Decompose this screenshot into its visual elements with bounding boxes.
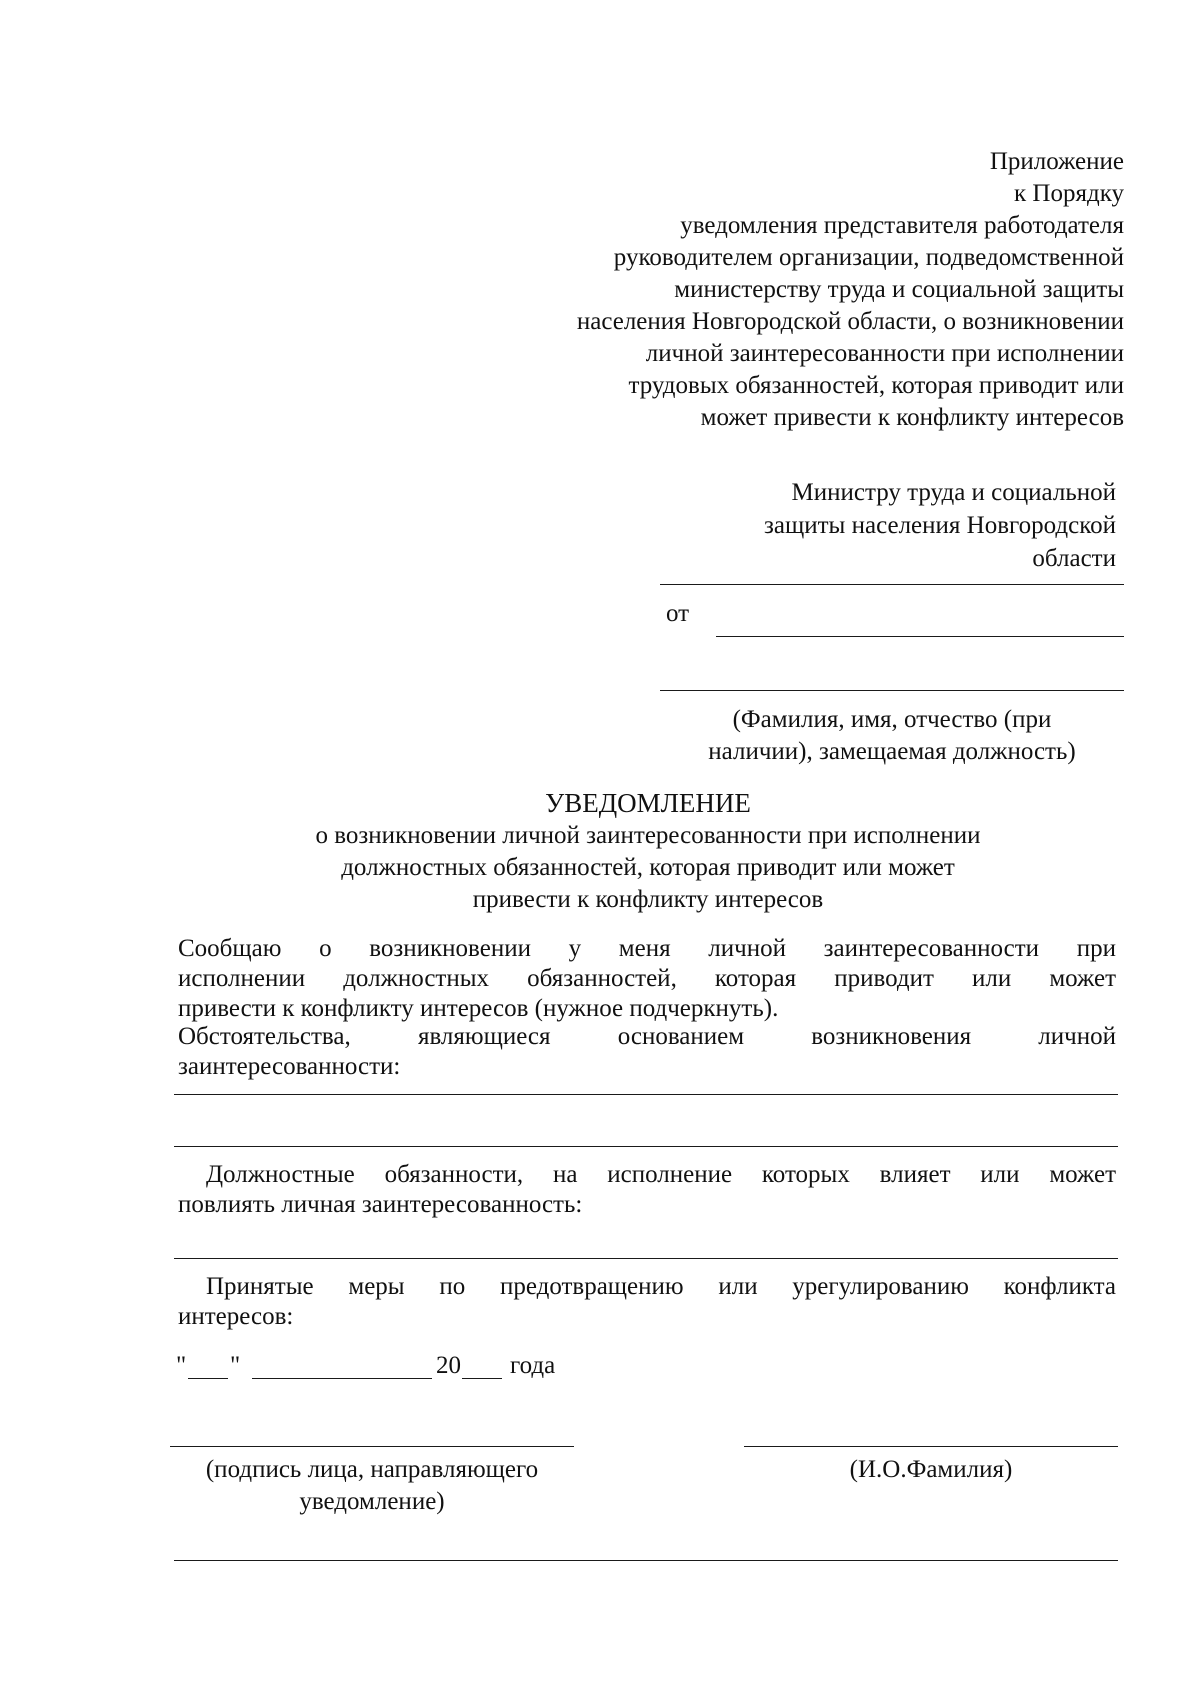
appendix-line: к Порядку: [1014, 180, 1124, 207]
circumstances-line-1: [174, 1094, 1118, 1095]
paragraph-report: [178, 934, 1116, 1024]
paragraph-line: повлиять личная заинтересованность:: [178, 1191, 583, 1218]
appendix-line: может привести к конфликту интересов: [700, 404, 1124, 431]
paragraph-line: исполнении должностных обязанностей, которая приводит или может: [178, 965, 1116, 992]
paragraph-line: Обстоятельства, являющиеся основанием возникновения личной: [178, 1023, 1116, 1050]
appendix-line: руководителем организации, подведомственной: [613, 244, 1124, 271]
bottom-line: [174, 1560, 1118, 1561]
subtitle-line: должностных обязанностей, которая приводит или может: [341, 854, 955, 881]
date-year-suffix: года: [510, 1352, 556, 1379]
paragraph-measures: [178, 1272, 1116, 1332]
signature-caption-line: (подпись лица, направляющего: [205, 1456, 539, 1483]
date-year-blank: [462, 1378, 502, 1379]
document-title: УВЕДОМЛЕНИЕ: [545, 788, 751, 818]
paragraph-circumstances: [178, 1022, 1116, 1082]
addressee-block: [640, 476, 1116, 575]
appendix-line: Приложение: [989, 148, 1124, 175]
paragraph-line: Принятые меры по предотвращению или урегулированию конфликта: [206, 1273, 1116, 1300]
date-line: [176, 1350, 596, 1390]
caption-line: наличии), замещаемая должность): [708, 738, 1076, 765]
caption-line: (Фамилия, имя, отчество (при: [732, 706, 1052, 733]
addressee-underline: [660, 584, 1124, 585]
date-month-blank: [252, 1378, 432, 1379]
subtitle-line: привести к конфликту интересов: [472, 886, 824, 913]
appendix-line: уведомления представителя работодателя: [680, 212, 1124, 239]
from-position-line: [660, 690, 1124, 691]
date-open-quote: ": [176, 1352, 187, 1379]
paragraph-duties: [178, 1160, 1116, 1220]
paragraph-line: Сообщаю о возникновении у меня личной заинтересованности при: [178, 935, 1116, 962]
appendix-block: [440, 146, 1124, 434]
addressee-line: защиты населения Новгородской: [764, 512, 1116, 539]
date-day-blank: [188, 1378, 228, 1379]
paragraph-line: привести к конфликту интересов (нужное подчеркнуть).: [178, 995, 779, 1022]
date-year-prefix: 20: [436, 1352, 461, 1379]
addressee-line: области: [1032, 545, 1116, 572]
name-caption: (И.О.Фамилия): [849, 1456, 1013, 1483]
appendix-line: министерству труда и социальной защиты: [674, 276, 1124, 303]
paragraph-line: интересов:: [178, 1303, 294, 1330]
appendix-line: трудовых обязанностей, которая приводит или: [628, 372, 1124, 399]
addressee-line: Министру труда и социальной: [791, 479, 1116, 506]
duties-line: [174, 1258, 1118, 1259]
appendix-line: населения Новгородской области, о возникновении: [576, 308, 1124, 335]
signature-line: [170, 1446, 574, 1447]
date-close-quote: ": [230, 1352, 241, 1379]
paragraph-line: заинтересованности:: [178, 1053, 401, 1080]
addressee-caption: [660, 704, 1124, 768]
paragraph-line: Должностные обязанности, на исполнение которых влияет или может: [206, 1161, 1116, 1188]
from-label: от: [666, 600, 690, 627]
name-line: [744, 1446, 1118, 1447]
circumstances-line-2: [174, 1146, 1118, 1147]
from-name-line: [716, 636, 1124, 637]
document-subtitle: [180, 820, 1116, 916]
signature-caption: [170, 1454, 574, 1518]
signature-caption-line: уведомление): [299, 1488, 445, 1515]
subtitle-line: о возникновении личной заинтересованности при исполнении: [315, 822, 981, 849]
appendix-line: личной заинтересованности при исполнении: [645, 340, 1124, 367]
